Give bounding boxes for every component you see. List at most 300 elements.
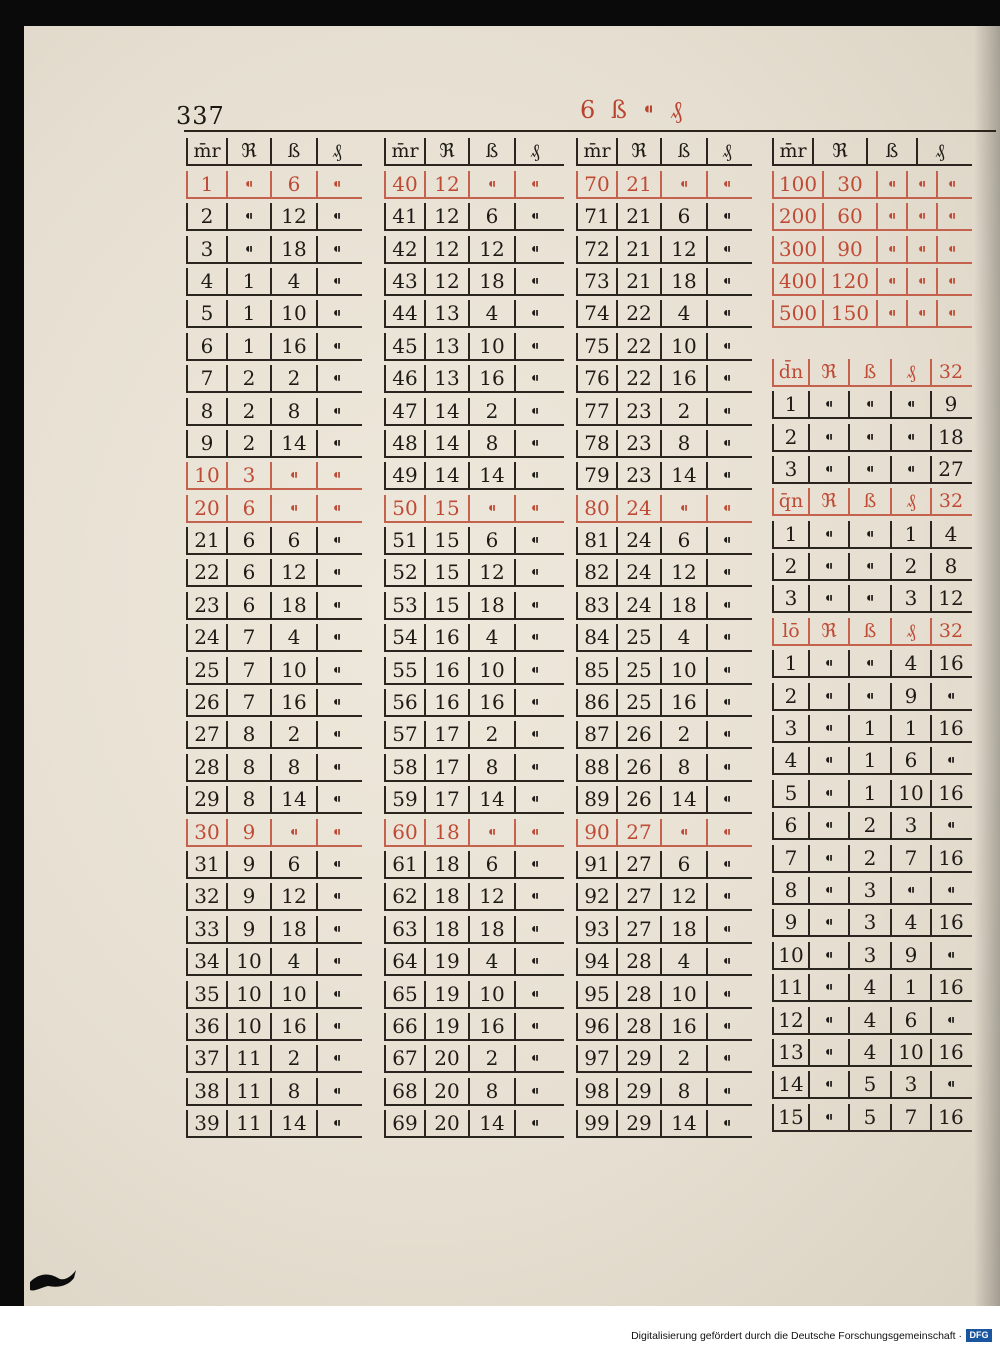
table-cell: ⁌ bbox=[706, 754, 746, 780]
table-cell: ⁌ bbox=[514, 365, 554, 391]
table-cell: 34 bbox=[186, 948, 226, 974]
table-cell: 4 bbox=[468, 300, 514, 326]
table-cell: 18 bbox=[270, 916, 316, 942]
table-cell: 2 bbox=[660, 398, 706, 424]
table-cell: 500 bbox=[772, 300, 822, 326]
table-row bbox=[186, 328, 362, 360]
table-cell: ⁌ bbox=[316, 527, 356, 553]
header-cell: ℜ bbox=[812, 138, 866, 164]
table-cell: 10 bbox=[226, 981, 270, 1007]
table-cell: ⁌ bbox=[808, 780, 848, 806]
table-cell: 26 bbox=[616, 786, 660, 812]
table-cell: ⁌ bbox=[808, 553, 848, 579]
table-cell: ⁌ bbox=[514, 721, 554, 747]
table-row bbox=[772, 808, 972, 840]
table-cell: ⁌ bbox=[706, 916, 746, 942]
table-cell: 5 bbox=[848, 1071, 890, 1097]
table-row bbox=[186, 620, 362, 652]
table-row bbox=[186, 296, 362, 328]
table-cell: 18 bbox=[660, 916, 706, 942]
table-cell: ⁌ bbox=[316, 786, 356, 812]
table-cell: 2 bbox=[270, 1045, 316, 1071]
table-cell: ⁌ bbox=[876, 268, 906, 294]
table-cell: ⁌ bbox=[808, 1007, 848, 1033]
table-cell: ⁌ bbox=[936, 236, 966, 262]
table-row bbox=[576, 458, 752, 490]
table-cell: 40 bbox=[384, 171, 424, 197]
table-cell: ⁌ bbox=[316, 203, 356, 229]
table-cell: ⁌ bbox=[316, 333, 356, 359]
table-cell: 2 bbox=[468, 721, 514, 747]
table-cell: ⁌ bbox=[226, 236, 270, 262]
header-cell: ℜ bbox=[808, 618, 848, 644]
table-cell: 55 bbox=[384, 657, 424, 683]
table-cell: 12 bbox=[424, 171, 468, 197]
table-cell: ⁌ bbox=[316, 430, 356, 456]
table-cell: 22 bbox=[186, 559, 226, 585]
table-row bbox=[384, 749, 564, 781]
table-cell: 24 bbox=[616, 592, 660, 618]
table-cell: 16 bbox=[930, 715, 970, 741]
table-header-row bbox=[772, 613, 972, 645]
table-cell: 61 bbox=[384, 851, 424, 877]
table-cell: ⁌ bbox=[706, 462, 746, 488]
table-cell: 8 bbox=[468, 754, 514, 780]
table-cell: 16 bbox=[468, 365, 514, 391]
table-cell: 3 bbox=[848, 877, 890, 903]
table-cell: 12 bbox=[772, 1007, 808, 1033]
table-cell: 9 bbox=[772, 909, 808, 935]
header-cell: ₰ bbox=[316, 138, 356, 164]
table-row bbox=[772, 231, 972, 263]
table-cell: 2 bbox=[226, 365, 270, 391]
table-row bbox=[384, 879, 564, 911]
table-cell: 3 bbox=[226, 462, 270, 488]
table-cell: 1 bbox=[848, 747, 890, 773]
table-cell: 1 bbox=[186, 171, 226, 197]
table-cell: 7 bbox=[226, 657, 270, 683]
table-cell: ⁌ bbox=[316, 689, 356, 715]
table-cell: 8 bbox=[772, 877, 808, 903]
table-row bbox=[186, 490, 362, 522]
table-cell: 14 bbox=[424, 398, 468, 424]
table-cell: 67 bbox=[384, 1045, 424, 1071]
table-cell: 6 bbox=[226, 592, 270, 618]
table-cell: ⁌ bbox=[706, 657, 746, 683]
table-cell: 2 bbox=[772, 424, 808, 450]
table-row bbox=[576, 911, 752, 943]
table-cell: 18 bbox=[424, 883, 468, 909]
table-row bbox=[384, 523, 564, 555]
table-row bbox=[384, 199, 564, 231]
table-cell: ⁌ bbox=[514, 171, 554, 197]
header-cell: d̄n bbox=[772, 359, 808, 385]
table-cell: 14 bbox=[772, 1071, 808, 1097]
table-row bbox=[576, 717, 752, 749]
table-cell: 1 bbox=[772, 521, 808, 547]
conversion-table-1 bbox=[186, 134, 362, 1138]
table-cell: 70 bbox=[576, 171, 616, 197]
table-cell: ⁌ bbox=[226, 203, 270, 229]
table-cell: 100 bbox=[772, 171, 822, 197]
table-row bbox=[772, 937, 972, 969]
header-cell: ß bbox=[468, 138, 514, 164]
table-cell: ⁌ bbox=[514, 1045, 554, 1071]
table-cell: 26 bbox=[616, 721, 660, 747]
table-cell: 44 bbox=[384, 300, 424, 326]
table-cell: 12 bbox=[930, 585, 970, 611]
table-row bbox=[772, 1067, 972, 1099]
table-cell: 14 bbox=[660, 786, 706, 812]
table-row bbox=[576, 587, 752, 619]
table-cell: ⁌ bbox=[906, 236, 936, 262]
table-cell: 16 bbox=[930, 845, 970, 871]
table-cell: 69 bbox=[384, 1110, 424, 1136]
table-header-row bbox=[772, 484, 972, 516]
table-cell: 29 bbox=[186, 786, 226, 812]
table-cell: 4 bbox=[270, 624, 316, 650]
header-cell: ₰ bbox=[916, 138, 962, 164]
table-cell: 68 bbox=[384, 1078, 424, 1104]
table-row bbox=[384, 264, 564, 296]
table-cell: 24 bbox=[616, 559, 660, 585]
table-cell: 10 bbox=[660, 981, 706, 1007]
table-cell: ⁌ bbox=[514, 657, 554, 683]
table-row bbox=[576, 264, 752, 296]
table-row bbox=[576, 490, 752, 522]
table-row bbox=[576, 749, 752, 781]
table-row bbox=[772, 678, 972, 710]
table-row bbox=[772, 264, 972, 296]
table-cell: 98 bbox=[576, 1078, 616, 1104]
table-cell: 12 bbox=[660, 559, 706, 585]
table-cell: 8 bbox=[270, 754, 316, 780]
footer-credit: Digitalisierung gefördert durch die Deutsche Forschungsgemeinschaft · bbox=[631, 1330, 962, 1342]
table-cell: ⁌ bbox=[876, 203, 906, 229]
table-cell: ⁌ bbox=[706, 981, 746, 1007]
table-cell: 16 bbox=[270, 689, 316, 715]
table-cell: 6 bbox=[270, 527, 316, 553]
table-header-row bbox=[186, 134, 362, 166]
table-cell: 30 bbox=[822, 171, 876, 197]
table-cell: 2 bbox=[270, 721, 316, 747]
table-cell: 7 bbox=[226, 689, 270, 715]
table-cell: 28 bbox=[616, 981, 660, 1007]
table-cell: 85 bbox=[576, 657, 616, 683]
table-cell: 6 bbox=[772, 812, 808, 838]
table-row bbox=[772, 1099, 972, 1131]
table-cell: 73 bbox=[576, 268, 616, 294]
table-cell: 14 bbox=[270, 786, 316, 812]
table-cell: 23 bbox=[186, 592, 226, 618]
header-cell: ℜ bbox=[424, 138, 468, 164]
table-cell: 16 bbox=[930, 780, 970, 806]
table-cell: ⁌ bbox=[316, 721, 356, 747]
table-row bbox=[186, 426, 362, 458]
table-cell: 97 bbox=[576, 1045, 616, 1071]
table-cell: 78 bbox=[576, 430, 616, 456]
table-cell: 4 bbox=[890, 909, 930, 935]
table-cell: 27 bbox=[616, 851, 660, 877]
table-cell: 6 bbox=[660, 527, 706, 553]
table-cell: 2 bbox=[660, 721, 706, 747]
table-cell: ⁌ bbox=[706, 171, 746, 197]
table-cell: ⁌ bbox=[706, 883, 746, 909]
table-cell: ⁌ bbox=[514, 819, 554, 845]
table-row bbox=[772, 905, 972, 937]
table-cell: ⁌ bbox=[890, 391, 930, 417]
table-cell: 95 bbox=[576, 981, 616, 1007]
table-cell: 2 bbox=[226, 398, 270, 424]
table-cell: 22 bbox=[616, 300, 660, 326]
table-cell: ⁌ bbox=[316, 657, 356, 683]
table-cell: 93 bbox=[576, 916, 616, 942]
table-cell: ⁌ bbox=[316, 495, 356, 521]
table-cell: 49 bbox=[384, 462, 424, 488]
table-cell: 8 bbox=[270, 398, 316, 424]
table-cell: 4 bbox=[890, 650, 930, 676]
table-cell: ⁌ bbox=[514, 1013, 554, 1039]
table-cell: 4 bbox=[848, 1039, 890, 1065]
table-cell: 2 bbox=[848, 845, 890, 871]
table-cell: 41 bbox=[384, 203, 424, 229]
table-row bbox=[576, 976, 752, 1008]
table-cell: 4 bbox=[270, 268, 316, 294]
table-cell: ⁌ bbox=[876, 171, 906, 197]
table-cell: 9 bbox=[226, 851, 270, 877]
table-cell: 8 bbox=[226, 786, 270, 812]
table-cell: ⁌ bbox=[808, 521, 848, 547]
table-cell: 6 bbox=[226, 527, 270, 553]
table-cell: ⁌ bbox=[706, 430, 746, 456]
table-cell: 75 bbox=[576, 333, 616, 359]
table-cell: ⁌ bbox=[514, 462, 554, 488]
table-cell: 29 bbox=[616, 1110, 660, 1136]
table-cell: 11 bbox=[226, 1110, 270, 1136]
header-cell: 32 bbox=[930, 618, 970, 644]
table-cell: 16 bbox=[930, 650, 970, 676]
table-cell: 10 bbox=[270, 300, 316, 326]
table-row bbox=[772, 743, 972, 775]
table-row bbox=[576, 620, 752, 652]
table-cell: 13 bbox=[424, 300, 468, 326]
table-cell: ⁌ bbox=[316, 916, 356, 942]
table-cell: 23 bbox=[616, 462, 660, 488]
table-cell: ⁌ bbox=[316, 462, 356, 488]
table-cell: ⁌ bbox=[808, 877, 848, 903]
table-cell: 90 bbox=[576, 819, 616, 845]
table-cell: ⁌ bbox=[514, 430, 554, 456]
table-cell: 15 bbox=[772, 1104, 808, 1130]
table-cell: 8 bbox=[270, 1078, 316, 1104]
table-cell: 57 bbox=[384, 721, 424, 747]
table-row bbox=[384, 393, 564, 425]
table-cell: 82 bbox=[576, 559, 616, 585]
header-cell: m̄r bbox=[772, 138, 812, 164]
table-cell: 16 bbox=[930, 1104, 970, 1130]
table-cell: ⁌ bbox=[936, 171, 966, 197]
table-cell: ⁌ bbox=[514, 1078, 554, 1104]
table-row bbox=[186, 814, 362, 846]
table-cell: ⁌ bbox=[930, 942, 970, 968]
table-cell: 5 bbox=[186, 300, 226, 326]
table-row bbox=[576, 1106, 752, 1138]
table-row bbox=[772, 711, 972, 743]
table-cell: 11 bbox=[772, 974, 808, 1000]
table-cell: ⁌ bbox=[808, 1071, 848, 1097]
table-cell: ⁌ bbox=[930, 1007, 970, 1033]
table-row bbox=[384, 328, 564, 360]
table-row bbox=[576, 361, 752, 393]
table-cell: 21 bbox=[616, 171, 660, 197]
table-cell: ⁌ bbox=[930, 1071, 970, 1097]
table-cell: 19 bbox=[424, 948, 468, 974]
table-row bbox=[384, 717, 564, 749]
table-row bbox=[384, 296, 564, 328]
table-cell: 20 bbox=[424, 1078, 468, 1104]
table-cell: ⁌ bbox=[706, 1110, 746, 1136]
table-cell: 54 bbox=[384, 624, 424, 650]
table-cell: 2 bbox=[270, 365, 316, 391]
table-cell: 84 bbox=[576, 624, 616, 650]
table-cell: ⁌ bbox=[890, 456, 930, 482]
table-cell: ⁌ bbox=[890, 424, 930, 450]
table-cell: 3 bbox=[890, 812, 930, 838]
table-row bbox=[772, 516, 972, 548]
table-cell: 37 bbox=[186, 1045, 226, 1071]
table-cell: 33 bbox=[186, 916, 226, 942]
header-cell: ß bbox=[660, 138, 706, 164]
table-row bbox=[186, 555, 362, 587]
table-row bbox=[186, 685, 362, 717]
table-cell: 4 bbox=[848, 1007, 890, 1033]
table-cell: ⁌ bbox=[808, 1104, 848, 1130]
table-cell: 32 bbox=[186, 883, 226, 909]
table-cell: 16 bbox=[660, 689, 706, 715]
table-cell: 16 bbox=[424, 624, 468, 650]
table-cell: 28 bbox=[616, 948, 660, 974]
table-cell: 13 bbox=[772, 1039, 808, 1065]
table-cell: 8 bbox=[468, 1078, 514, 1104]
table-row bbox=[186, 911, 362, 943]
table-cell: 9 bbox=[226, 819, 270, 845]
table-cell: 25 bbox=[186, 657, 226, 683]
table-cell: 16 bbox=[930, 1039, 970, 1065]
table-row bbox=[576, 393, 752, 425]
table-row bbox=[186, 847, 362, 879]
header-cell: ß bbox=[270, 138, 316, 164]
page-shadow bbox=[974, 26, 1000, 1306]
header-cell: ₰ bbox=[890, 618, 930, 644]
table-cell: ⁌ bbox=[270, 462, 316, 488]
table-cell: ⁌ bbox=[226, 171, 270, 197]
table-row bbox=[772, 1002, 972, 1034]
table-row bbox=[772, 166, 972, 198]
table-cell: 23 bbox=[616, 430, 660, 456]
table-cell: 18 bbox=[660, 592, 706, 618]
conversion-table-4 bbox=[772, 134, 972, 1132]
table-cell: 29 bbox=[616, 1045, 660, 1071]
table-cell: ⁌ bbox=[706, 1078, 746, 1104]
table-cell: ⁌ bbox=[316, 624, 356, 650]
table-cell: 80 bbox=[576, 495, 616, 521]
table-cell: 9 bbox=[890, 683, 930, 709]
table-cell: 12 bbox=[270, 203, 316, 229]
table-row bbox=[772, 387, 972, 419]
table-row bbox=[384, 944, 564, 976]
table-cell: 96 bbox=[576, 1013, 616, 1039]
table-row bbox=[384, 231, 564, 263]
table-cell: 1 bbox=[226, 268, 270, 294]
table-cell: 39 bbox=[186, 1110, 226, 1136]
table-cell: 66 bbox=[384, 1013, 424, 1039]
table-cell: ⁌ bbox=[270, 495, 316, 521]
table-cell: 14 bbox=[468, 1110, 514, 1136]
table-cell: 8 bbox=[660, 1078, 706, 1104]
table-row bbox=[186, 264, 362, 296]
table-header-row bbox=[384, 134, 564, 166]
header-cell: 32 bbox=[930, 359, 970, 385]
table-cell: 14 bbox=[270, 430, 316, 456]
table-cell: 53 bbox=[384, 592, 424, 618]
table-cell: 3 bbox=[772, 585, 808, 611]
table-row bbox=[772, 775, 972, 807]
table-cell: 4 bbox=[660, 948, 706, 974]
table-cell: 18 bbox=[424, 819, 468, 845]
table-cell: ⁌ bbox=[848, 424, 890, 450]
table-cell: ⁌ bbox=[808, 942, 848, 968]
table-cell: 6 bbox=[660, 851, 706, 877]
table-cell: ⁌ bbox=[808, 845, 848, 871]
book-page bbox=[24, 26, 1000, 1306]
table-cell: 6 bbox=[226, 495, 270, 521]
table-cell: 16 bbox=[468, 1013, 514, 1039]
table-row bbox=[576, 1073, 752, 1105]
table-cell: 18 bbox=[468, 916, 514, 942]
table-cell: 10 bbox=[468, 657, 514, 683]
top-rule bbox=[184, 130, 996, 132]
table-cell: 6 bbox=[468, 527, 514, 553]
table-row bbox=[576, 523, 752, 555]
table-cell: 1 bbox=[772, 391, 808, 417]
table-row bbox=[772, 199, 972, 231]
table-cell: ⁌ bbox=[848, 553, 890, 579]
table-cell: ⁌ bbox=[876, 236, 906, 262]
table-cell: 5 bbox=[772, 780, 808, 806]
table-cell: 56 bbox=[384, 689, 424, 715]
table-row bbox=[384, 620, 564, 652]
table-row bbox=[186, 944, 362, 976]
table-cell: 30 bbox=[186, 819, 226, 845]
table-cell: 3 bbox=[890, 585, 930, 611]
table-row bbox=[772, 840, 972, 872]
table-cell: ⁌ bbox=[706, 721, 746, 747]
table-cell: 76 bbox=[576, 365, 616, 391]
table-row bbox=[384, 911, 564, 943]
table-cell: 8 bbox=[226, 721, 270, 747]
table-cell: 1 bbox=[890, 521, 930, 547]
table-cell: 18 bbox=[424, 851, 468, 877]
table-cell: 2 bbox=[772, 683, 808, 709]
table-cell: 24 bbox=[616, 527, 660, 553]
table-cell: 62 bbox=[384, 883, 424, 909]
table-cell: ⁌ bbox=[316, 754, 356, 780]
table-cell: 22 bbox=[616, 365, 660, 391]
table-cell: ⁌ bbox=[906, 268, 936, 294]
table-cell: 18 bbox=[270, 236, 316, 262]
table-row bbox=[186, 199, 362, 231]
table-cell: ⁌ bbox=[514, 1110, 554, 1136]
